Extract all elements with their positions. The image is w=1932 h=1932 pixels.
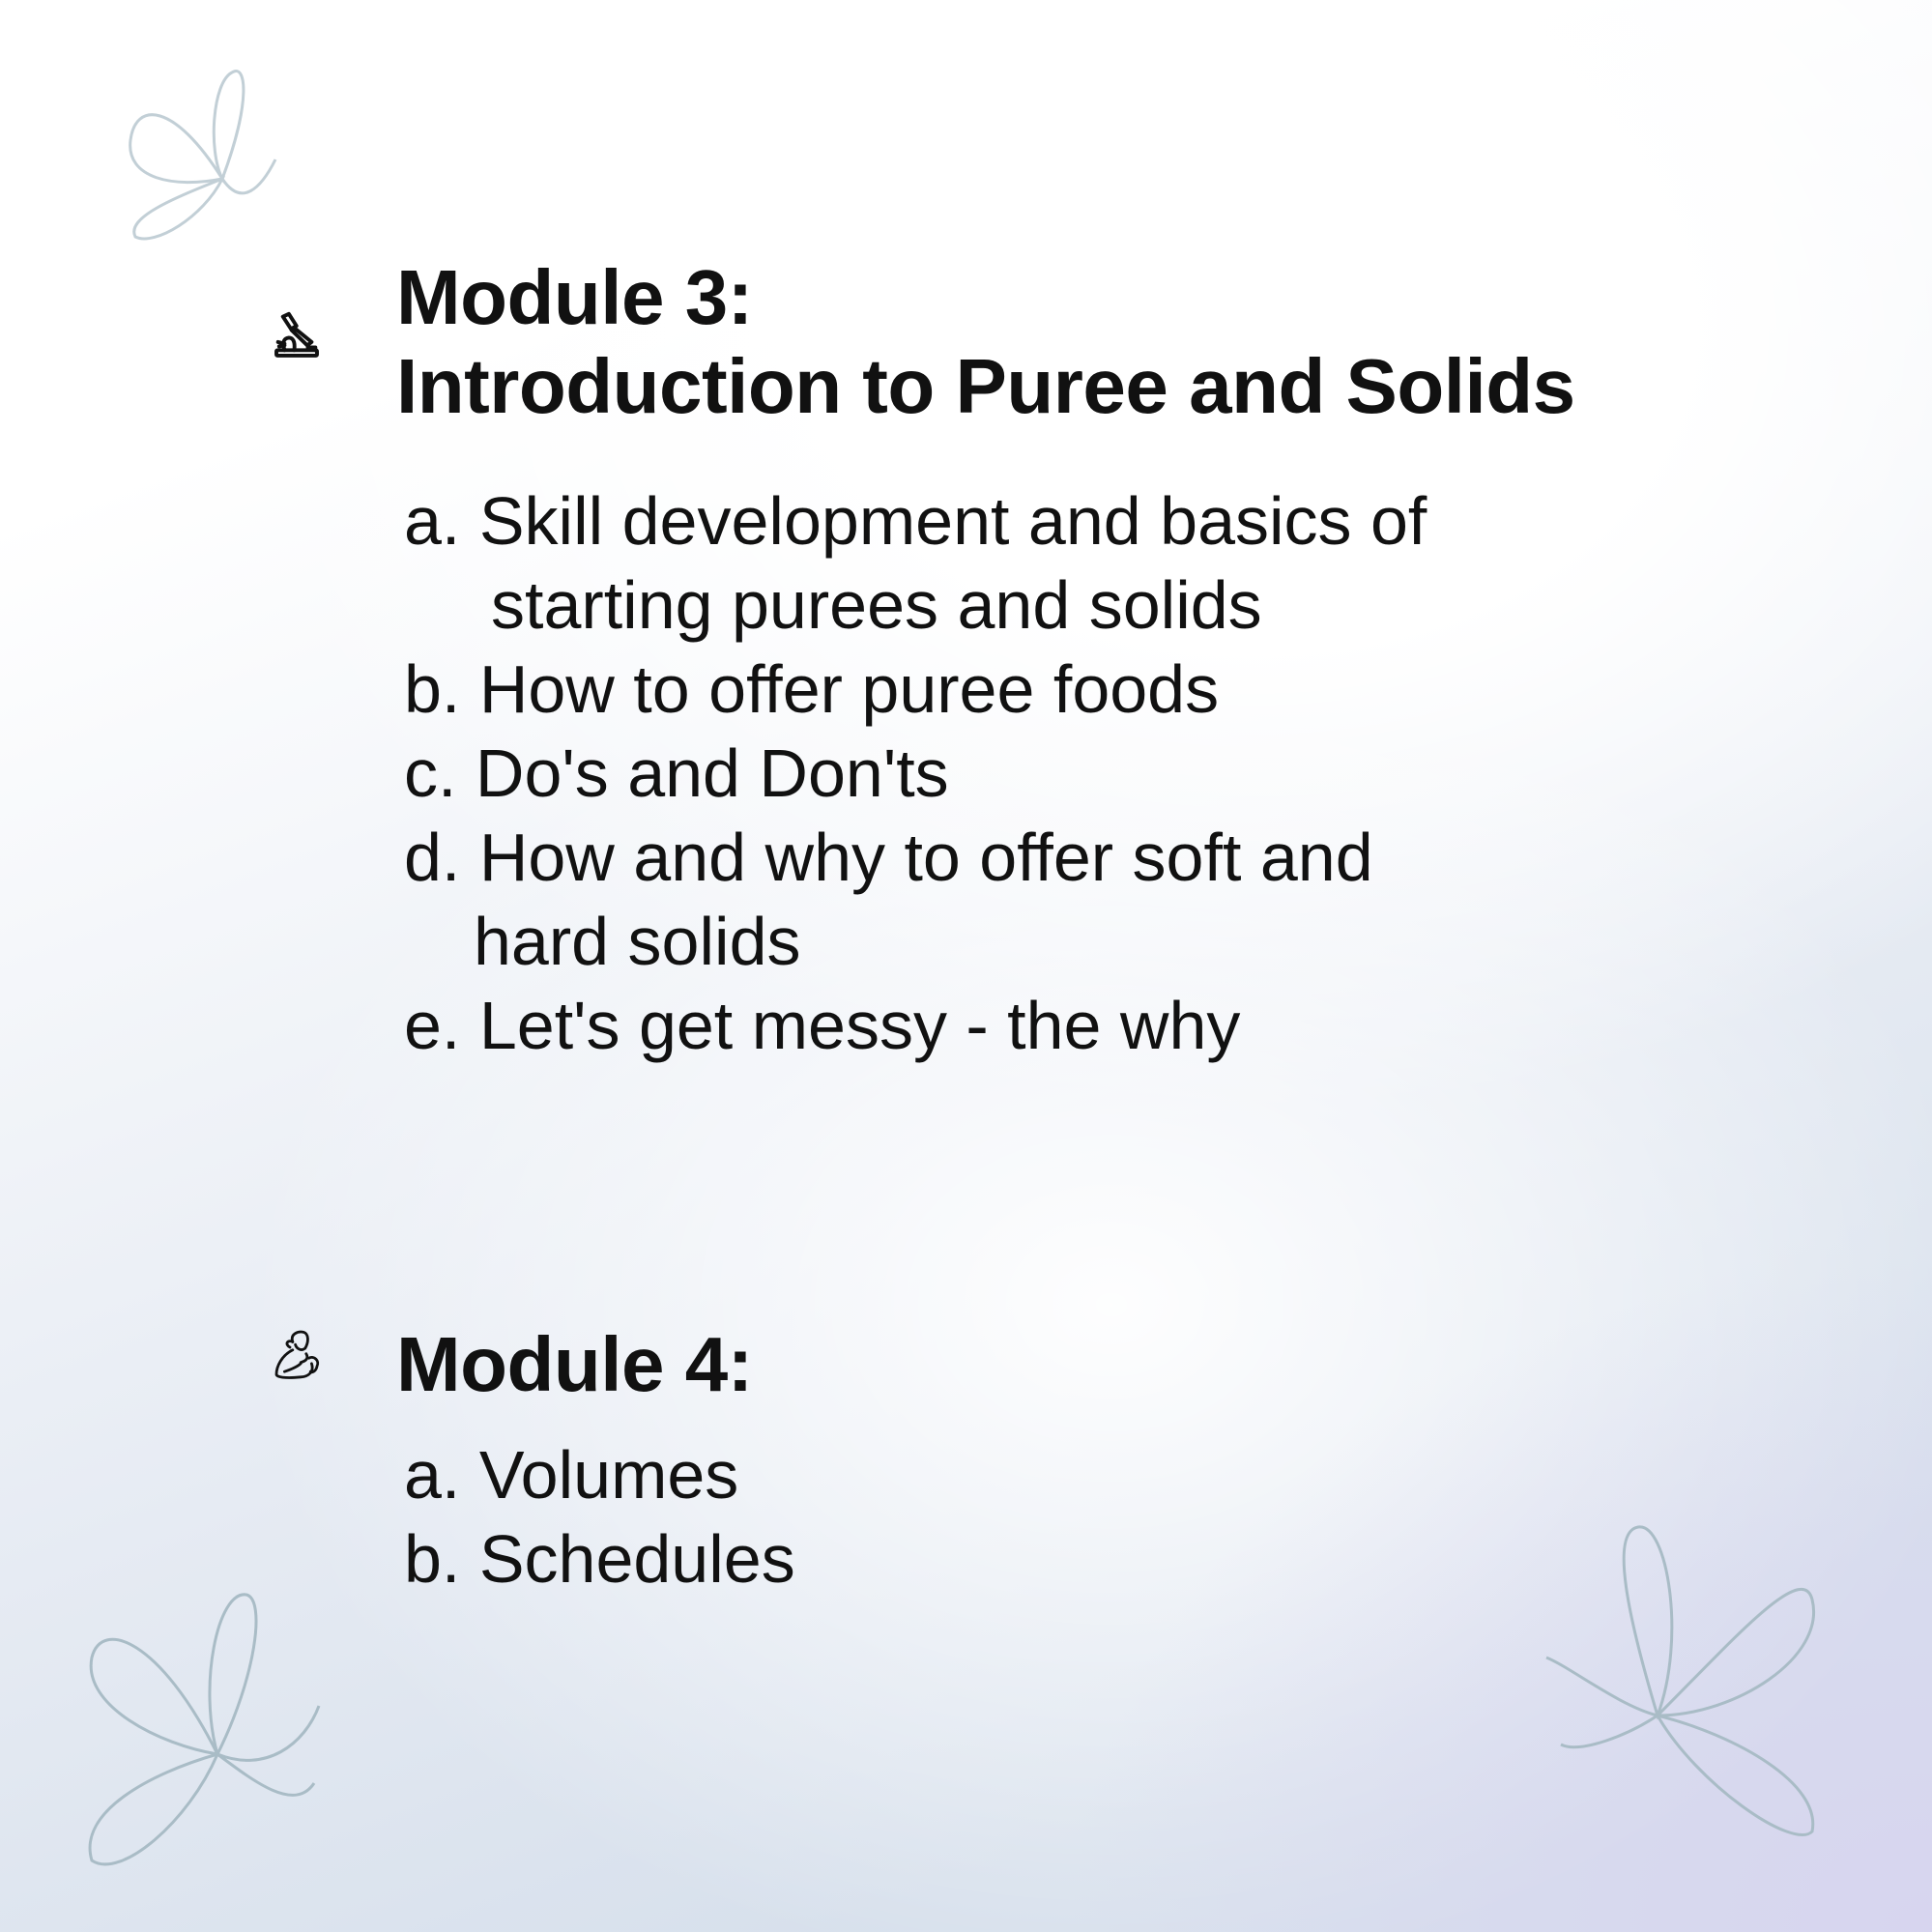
knife-cutting-board-icon [263,298,344,379]
list-item: e. Let's get messy - the why [404,988,1241,1063]
title-line: Module 3: [396,254,753,340]
list-item: b. How to offer puree foods [404,651,1220,727]
breastfeeding-mother-icon [263,1316,344,1405]
list-item-continuation: starting purees and solids [491,567,1262,643]
butterfly-icon [72,1590,324,1875]
butterfly-icon [116,63,280,242]
title-line: Introduction to Puree and Solids [396,343,1575,429]
module-4-title: Module 4: [396,1321,753,1407]
list-item: d. How and why to offer soft and [404,820,1373,895]
module-3-list [404,479,1427,1068]
list-item: a. Skill development and basics of [404,483,1427,559]
list-item: a. Volumes [404,1437,739,1513]
list-item: c. Do's and Don'ts [404,735,949,811]
module-3-title [396,253,1575,431]
module-4-list [404,1433,795,1601]
list-item-continuation: hard solids [474,904,801,979]
list-item: b. Schedules [404,1521,795,1597]
butterfly-icon [1542,1522,1831,1851]
